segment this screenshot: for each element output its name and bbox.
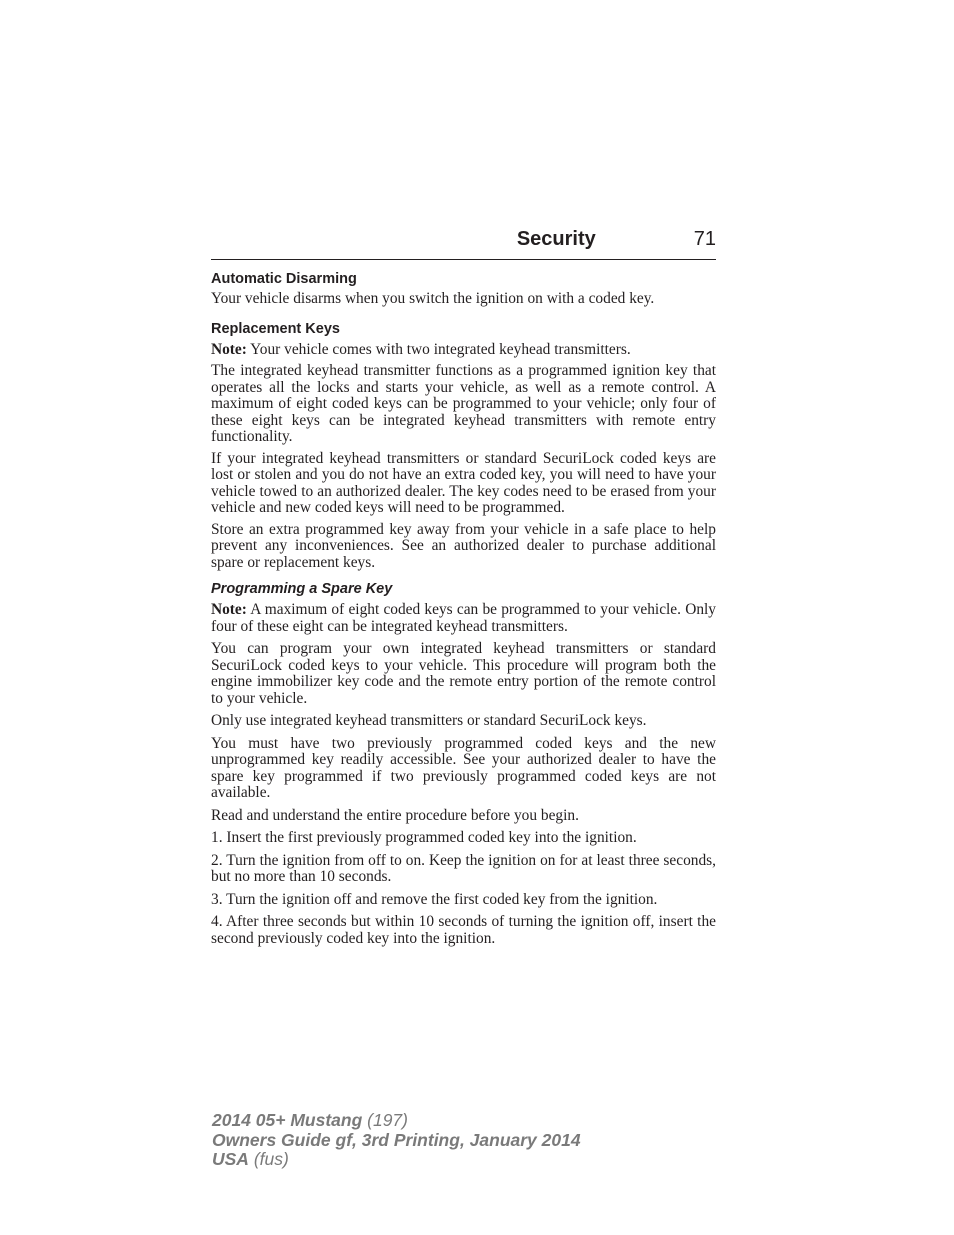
footer-code: (197) <box>362 1110 408 1130</box>
step-4: 4. After three seconds but within 10 seconds of turning the ignition off, insert the second previously coded key into the ignition. <box>211 913 716 947</box>
note-spare-key <box>211 602 716 635</box>
paragraph-replacement-1: The integrated keyhead transmitter functions as a programmed ignition key that operates all the locks and starts your vehicle, as well as a remote control. A maximum of eight coded keys can be programmed to your vehicle; only four of these eight keys can be integrated keyhead transmitters with remote entry functionality. <box>211 362 716 445</box>
note-text: A maximum of eight coded keys can be programmed to your vehicle. Only four of these eight can be integrated keyhead transmitters. <box>211 601 716 635</box>
footer-line-2: Owners Guide gf, 3rd Printing, January 2014 <box>212 1129 581 1150</box>
paragraph-spare-2: Only use integrated keyhead transmitters or standard SecuriLock keys. <box>211 712 647 729</box>
paragraph-spare-1: You can program your own integrated keyhead transmitters or standard SecuriLock coded keys to your vehicle. This procedure will program both the engine immobilizer key code and the remote entry portion of the remote control to your vehicle. <box>211 640 716 707</box>
paragraph-spare-4: Read and understand the entire procedure before you begin. <box>211 806 579 824</box>
footer-line-3 <box>212 1150 581 1170</box>
footer-market-code: (fus) <box>248 1149 289 1169</box>
note-label: Note: <box>211 340 247 358</box>
page-number: 71 <box>693 228 716 250</box>
section-title: Security <box>516 228 596 250</box>
footer-market: USA <box>212 1149 249 1169</box>
paragraph-replacement-3: Store an extra programmed key away from your vehicle in a safe place to help prevent any inconveniences. See an authorized dealer to purchase additional spare or replacement keys. <box>211 520 716 571</box>
paragraph-spare-3: You must have two previously programmed coded keys and the new unprogrammed key readily accessible. See your authorized dealer to have the spare key programmed if two previously programmed coded keys are not available. <box>211 734 716 801</box>
heading-programming-spare-key: Programming a Spare Key <box>211 581 393 597</box>
heading-replacement-keys: Replacement Keys <box>211 320 340 337</box>
page-content <box>211 228 716 947</box>
step-2: 2. Turn the ignition from off to on. Keep the ignition on for at least three seconds, but no more than 10 seconds. <box>211 851 716 885</box>
note-label: Note: <box>211 601 247 618</box>
step-3: 3. Turn the ignition off and remove the first coded key from the ignition. <box>211 890 658 908</box>
footer-line-1 <box>212 1111 581 1131</box>
page-header <box>211 228 716 260</box>
step-1: 1. Insert the first previously programmed coded key into the ignition. <box>211 829 637 846</box>
paragraph-auto-disarm: Your vehicle disarms when you switch the ignition on with a coded key. <box>211 290 655 307</box>
footer-model: 2014 05+ Mustang <box>212 1110 363 1130</box>
heading-automatic-disarming: Automatic Disarming <box>211 271 357 287</box>
paragraph-replacement-2: If your integrated keyhead transmitters or standard SecuriLock coded keys are lost or stolen and you do not have an extra coded key, you will need to have your vehicle towed to an authorized dealer. The key codes need to be erased from your vehicle and new coded keys will need to be programmed. <box>211 449 716 516</box>
page-footer <box>212 1111 581 1170</box>
note-text: Your vehicle comes with two integrated keyhead transmitters. <box>246 340 631 358</box>
note-replacement-keys <box>211 342 716 359</box>
